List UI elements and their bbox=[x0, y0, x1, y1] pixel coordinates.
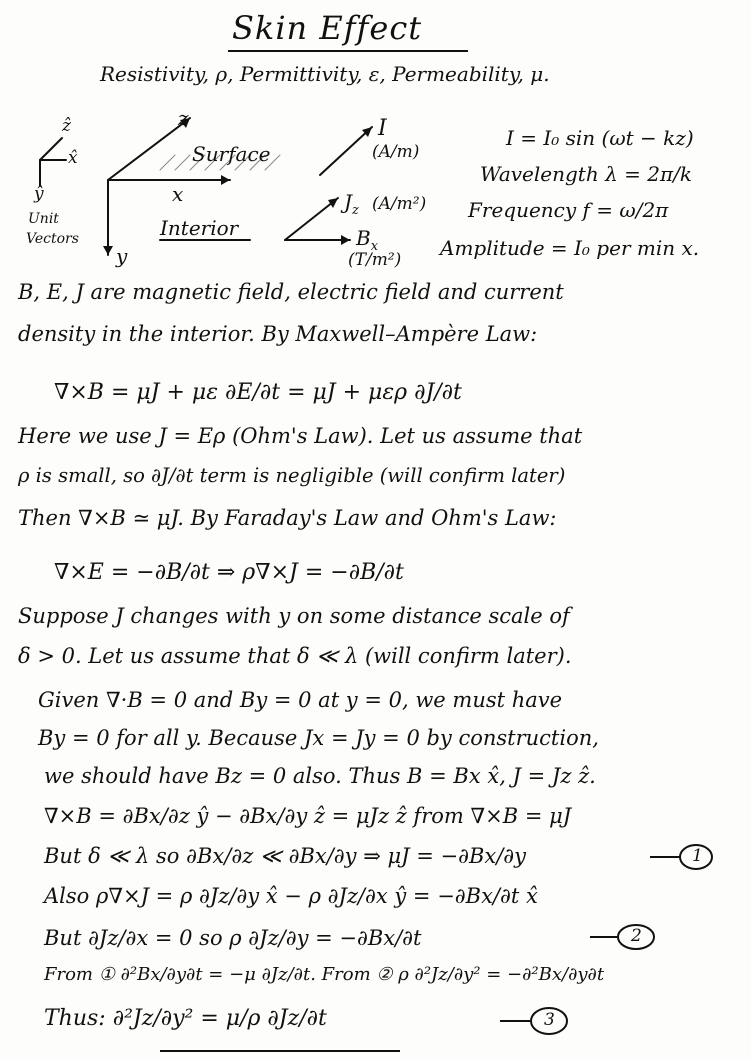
current-label: I bbox=[378, 116, 387, 141]
equation-line: But ∂Jz/∂x = 0 so ρ ∂Jz/∂y = −∂Bx/∂t bbox=[44, 926, 422, 950]
equation-line: ∇×E = −∂B/∂t ⇒ ρ∇×J = −∂B/∂t bbox=[54, 560, 404, 585]
equation-line: Thus: ∂²Jz/∂y² = μ/ρ ∂Jz/∂t bbox=[44, 1006, 327, 1031]
text-line: Then ∇×B ≃ μJ. By Faraday's Law and Ohm's Law: bbox=[18, 506, 557, 530]
equation-marker-1: 1 bbox=[692, 846, 703, 866]
amplitude-definition: Amplitude = I₀ per min x. bbox=[440, 236, 700, 260]
unit-vectors-label: Unit bbox=[28, 211, 59, 227]
equation-line: ∇×B = ∂Bx/∂z ŷ − ∂Bx/∂y ẑ = μJz ẑ from ∇×B = μJ bbox=[44, 804, 572, 828]
bottom-rule bbox=[160, 1050, 400, 1052]
text-line: ρ is small, so ∂J/∂t term is negligible (will confirm later) bbox=[18, 464, 566, 487]
equation-line: But δ ≪ λ so ∂Bx/∂z ≪ ∂Bx/∂y ⇒ μJ = −∂Bx/∂y bbox=[44, 844, 527, 868]
text-line: Suppose J changes with y on some distance scale of bbox=[18, 604, 570, 628]
text-line: Here we use J = Eρ (Ohm's Law). Let us assume that bbox=[18, 424, 583, 448]
page-title: Skin Effect bbox=[232, 9, 423, 47]
wavelength-definition: Wavelength λ = 2π/k bbox=[480, 162, 692, 186]
equation-marker-2: 2 bbox=[631, 926, 642, 946]
y-axis-label: y bbox=[116, 244, 128, 268]
text-line: B, E, J are magnetic field, electric field and current bbox=[18, 280, 564, 304]
equation-marker-3: 3 bbox=[544, 1010, 555, 1030]
bx-units: (T/m²) bbox=[348, 250, 402, 270]
equation-line: Also ρ∇×J = ρ ∂Jz/∂y x̂ − ρ ∂Jz/∂x ŷ = −∂Bx/∂t x̂ bbox=[44, 884, 538, 908]
text-line: Given ∇·B = 0 and By = 0 at y = 0, we must have bbox=[38, 688, 563, 712]
z-axis-label: z bbox=[178, 106, 189, 130]
bx-label: $B_x$ bbox=[356, 226, 379, 254]
surface-label: Surface bbox=[192, 142, 271, 166]
equation-line: ∇×B = μJ + με ∂E/∂t = μJ + μερ ∂J/∂t bbox=[54, 380, 462, 405]
unit-vector-y: ŷ bbox=[34, 184, 44, 204]
unit-vector-z: ẑ bbox=[62, 116, 71, 136]
text-line: density in the interior. By Maxwell–Ampère Law: bbox=[18, 322, 538, 346]
text-line: By = 0 for all y. Because Jx = Jy = 0 by construction, bbox=[38, 726, 599, 750]
current-units: (A/m) bbox=[372, 142, 420, 162]
x-axis-label: x bbox=[172, 182, 184, 206]
unit-vectors-label-2: Vectors bbox=[26, 231, 79, 247]
unit-vector-x: x̂ bbox=[68, 148, 78, 168]
subtitle: Resistivity, ρ, Permittivity, ε, Permeability, μ. bbox=[100, 62, 550, 86]
text-line: δ > 0. Let us assume that δ ≪ λ (will confirm later). bbox=[18, 644, 572, 668]
text-line: we should have Bz = 0 also. Thus B = Bx x̂, J = Jz ẑ. bbox=[44, 764, 596, 788]
jz-label: $J_z$ bbox=[344, 190, 359, 218]
current-definition: I = I₀ sin (ωt − kz) bbox=[506, 126, 694, 150]
interior-label: Interior bbox=[160, 216, 239, 240]
frequency-definition: Frequency f = ω/2π bbox=[468, 198, 669, 222]
equation-line: From ① ∂²Bx/∂y∂t = −μ ∂Jz/∂t. From ② ρ ∂²Jz/∂y² = −∂²Bx/∂y∂t bbox=[44, 964, 605, 985]
jz-units: (A/m²) bbox=[372, 194, 427, 214]
